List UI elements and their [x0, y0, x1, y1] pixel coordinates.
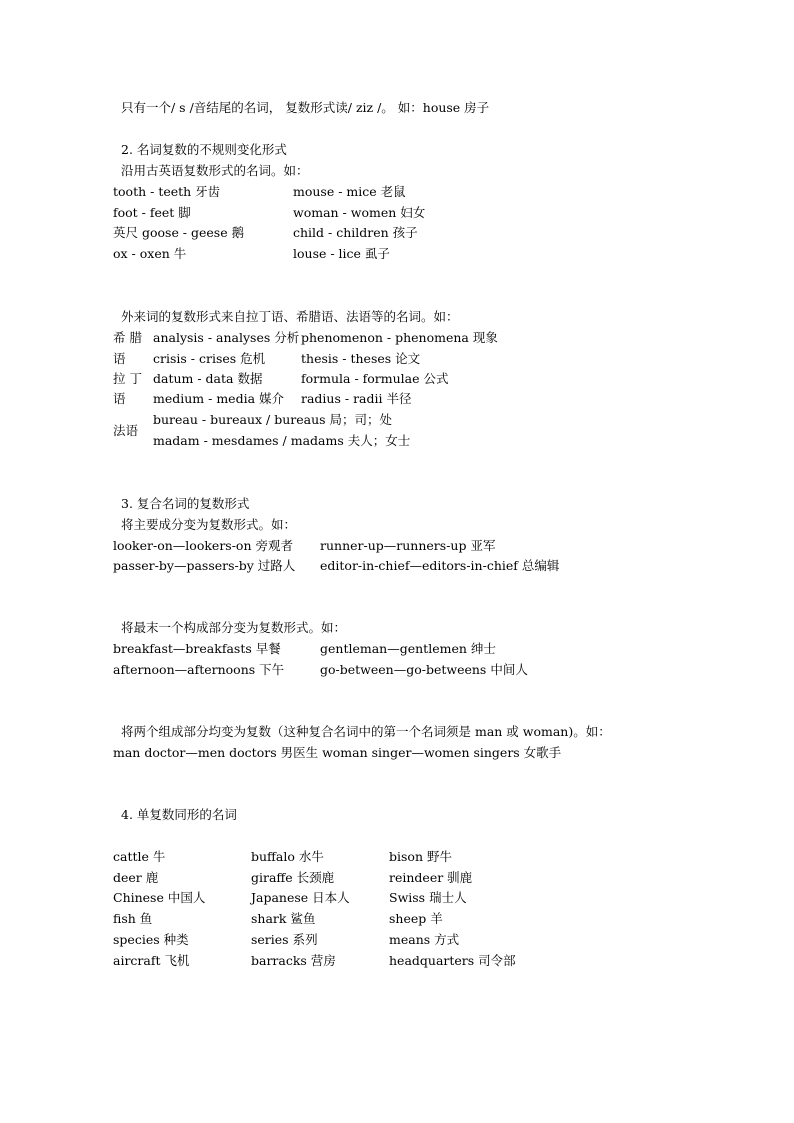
same-form-item: Swiss 瑞士人 — [389, 890, 467, 905]
intro-line: 只有一个/ s /音结尾的名词， 复数形式读/ ziz /。 如：house 房子 — [121, 100, 490, 115]
foreign-row-item: medium - media 媒介 — [153, 391, 284, 406]
section-2-heading: 2. 名词复数的不规则变化形式 — [121, 142, 287, 157]
foreign-row-item: phenomenon - phenomena 现象 — [301, 330, 498, 345]
old-english-left-item: foot - feet 脚 — [113, 205, 191, 220]
both-parts-example: man doctor—men doctors 男医生 woman singer—women singers 女歌手 — [113, 745, 562, 760]
old-english-left-item: ox - oxen 牛 — [113, 246, 187, 261]
same-form-item: shark 鲨鱼 — [251, 911, 316, 926]
same-form-item: cattle 牛 — [113, 849, 166, 864]
french-item: bureau - bureaux / bureaus 局；司；处 — [153, 412, 393, 427]
french-label: 法语 — [113, 423, 139, 438]
same-form-item: barracks 营房 — [251, 953, 336, 968]
old-english-intro: 沿用古英语复数形式的名词。如： — [121, 163, 309, 178]
compound-item: gentleman—gentlemen 绅士 — [320, 641, 496, 656]
both-parts-intro: 将两个组成部分均变为复数（这种复合名词中的第一个名词须是 man 或 woman)。如： — [121, 724, 611, 739]
foreign-row-item: formula - formulae 公式 — [301, 371, 449, 386]
french-item: madam - mesdames / madams 夫人；女士 — [153, 433, 411, 448]
same-form-item: Chinese 中国人 — [113, 890, 206, 905]
compound-item: editor-in-chief—editors-in-chief 总编辑 — [320, 558, 560, 573]
same-form-item: bison 野牛 — [389, 849, 452, 864]
old-english-left-item: tooth - teeth 牙齿 — [113, 184, 221, 199]
old-english-right-item: child - children 孩子 — [293, 225, 418, 240]
old-english-right-item: woman - women 妇女 — [293, 205, 426, 220]
main-part-intro: 将主要成分变为复数形式。如： — [121, 517, 297, 532]
foreign-row-item: thesis - theses 论文 — [301, 351, 421, 366]
same-form-item: means 方式 — [389, 932, 460, 947]
foreign-row-label: 语 — [113, 391, 126, 406]
foreign-row-label: 语 — [113, 351, 126, 366]
same-form-item: aircraft 飞机 — [113, 953, 190, 968]
same-form-item: sheep 羊 — [389, 911, 443, 926]
same-form-item: deer 鹿 — [113, 870, 159, 885]
compound-item: breakfast—breakfasts 早餐 — [113, 641, 281, 656]
same-form-item: giraffe 长颈鹿 — [251, 870, 335, 885]
same-form-item: headquarters 司令部 — [389, 953, 516, 968]
compound-item: afternoon—afternoons 下午 — [113, 662, 285, 677]
old-english-right-item: louse - lice 虱子 — [293, 246, 390, 261]
foreign-row-item: datum - data 数据 — [153, 371, 263, 386]
compound-item: looker-on—lookers-on 旁观者 — [113, 538, 293, 553]
last-part-intro: 将最末一个构成部分变为复数形式。如： — [121, 620, 347, 635]
compound-item: passer-by—passers-by 过路人 — [113, 558, 296, 573]
compound-item: go-between—go-betweens 中间人 — [320, 662, 528, 677]
old-english-right-item: mouse - mice 老鼠 — [293, 184, 406, 199]
same-form-item: reindeer 驯鹿 — [389, 870, 473, 885]
foreign-row-label: 希 腊 — [113, 330, 142, 345]
foreign-row-item: analysis - analyses 分析 — [153, 330, 300, 345]
foreign-row-item: crisis - crises 危机 — [153, 351, 266, 366]
same-form-item: buffalo 水牛 — [251, 849, 324, 864]
same-form-item: species 种类 — [113, 932, 189, 947]
foreign-intro: 外来词的复数形式来自拉丁语、希腊语、法语等的名词。如： — [121, 309, 459, 324]
foreign-row-item: radius - radii 半径 — [301, 391, 412, 406]
section-3-heading: 3. 复合名词的复数形式 — [121, 496, 250, 511]
compound-item: runner-up—runners-up 亚军 — [320, 538, 496, 553]
foreign-row-label: 拉 丁 — [113, 371, 142, 386]
same-form-item: series 系列 — [251, 932, 318, 947]
section-4-heading: 4. 单复数同形的名词 — [121, 807, 237, 822]
old-english-left-item: 英尺 goose - geese 鹅 — [113, 225, 245, 240]
same-form-item: Japanese 日本人 — [251, 890, 350, 905]
same-form-item: fish 鱼 — [113, 911, 153, 926]
